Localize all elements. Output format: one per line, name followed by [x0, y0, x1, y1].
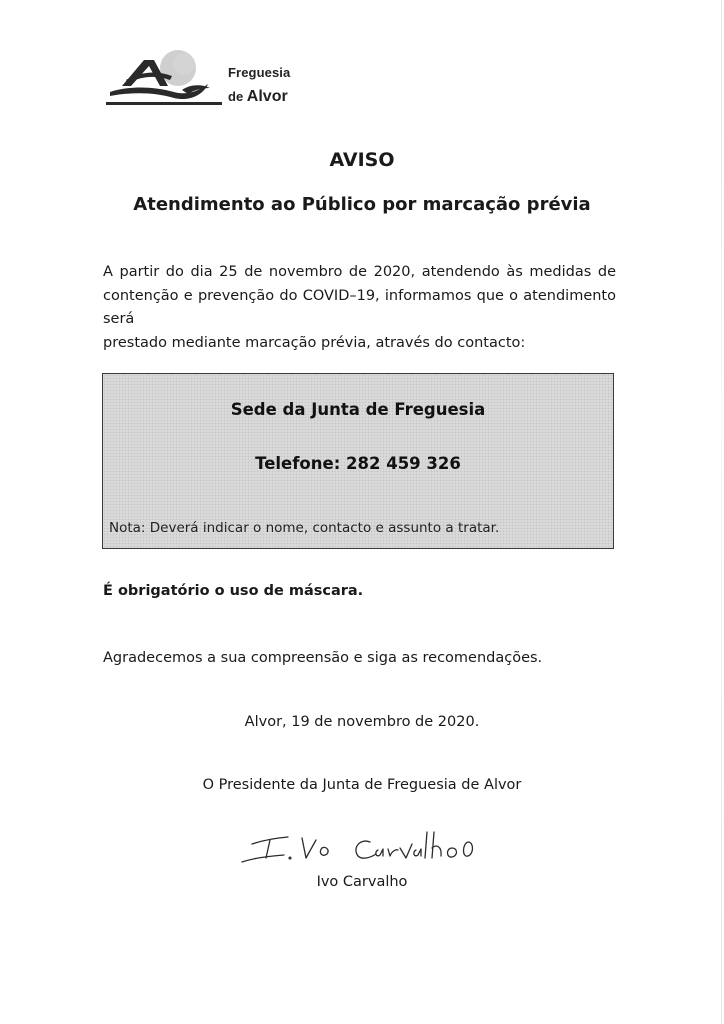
logo-line-alvor — [228, 89, 290, 105]
intro-line-3: prestado mediante marcação prévia, através do contacto: — [103, 334, 526, 351]
freguesia-logo — [104, 46, 304, 120]
date-line: Alvor, 19 de novembro de 2020. — [244, 714, 480, 730]
handwritten-signature — [230, 818, 520, 874]
signatory-role: O Presidente da Junta de Freguesia de Alvor — [202, 777, 522, 793]
notice-subtitle: Atendimento ao Público por marcação prévia — [133, 194, 591, 215]
intro-line-1: A partir do dia 25 de novembro de 2020, atendendo às medidas de — [103, 264, 616, 280]
contact-phone: Telefone: 282 459 326 — [255, 454, 461, 473]
thanks-text: Agradecemos a sua compreensão e siga as recomendações. — [103, 650, 543, 666]
contact-place: Sede da Junta de Freguesia — [230, 400, 486, 419]
logo-line2-name: Alvor — [246, 88, 288, 105]
notice-title: AVISO — [329, 149, 395, 171]
alvor-emblem-icon — [104, 46, 228, 120]
logo-line2-prefix: de — [228, 89, 247, 104]
intro-paragraph — [103, 261, 616, 355]
mask-notice: É obrigatório o uso de máscara. — [103, 583, 364, 599]
contact-note: Nota: Deverá indicar o nome, contacto e assunto a tratar. — [109, 520, 500, 536]
contact-box — [102, 373, 614, 549]
intro-line-2: contenção e prevenção do COVID–19, informamos que o atendimento será — [103, 287, 616, 327]
logo-wordmark — [228, 66, 290, 105]
logo-line-freguesia: Freguesia — [228, 65, 291, 80]
signatory-name: Ivo Carvalho — [316, 874, 408, 890]
